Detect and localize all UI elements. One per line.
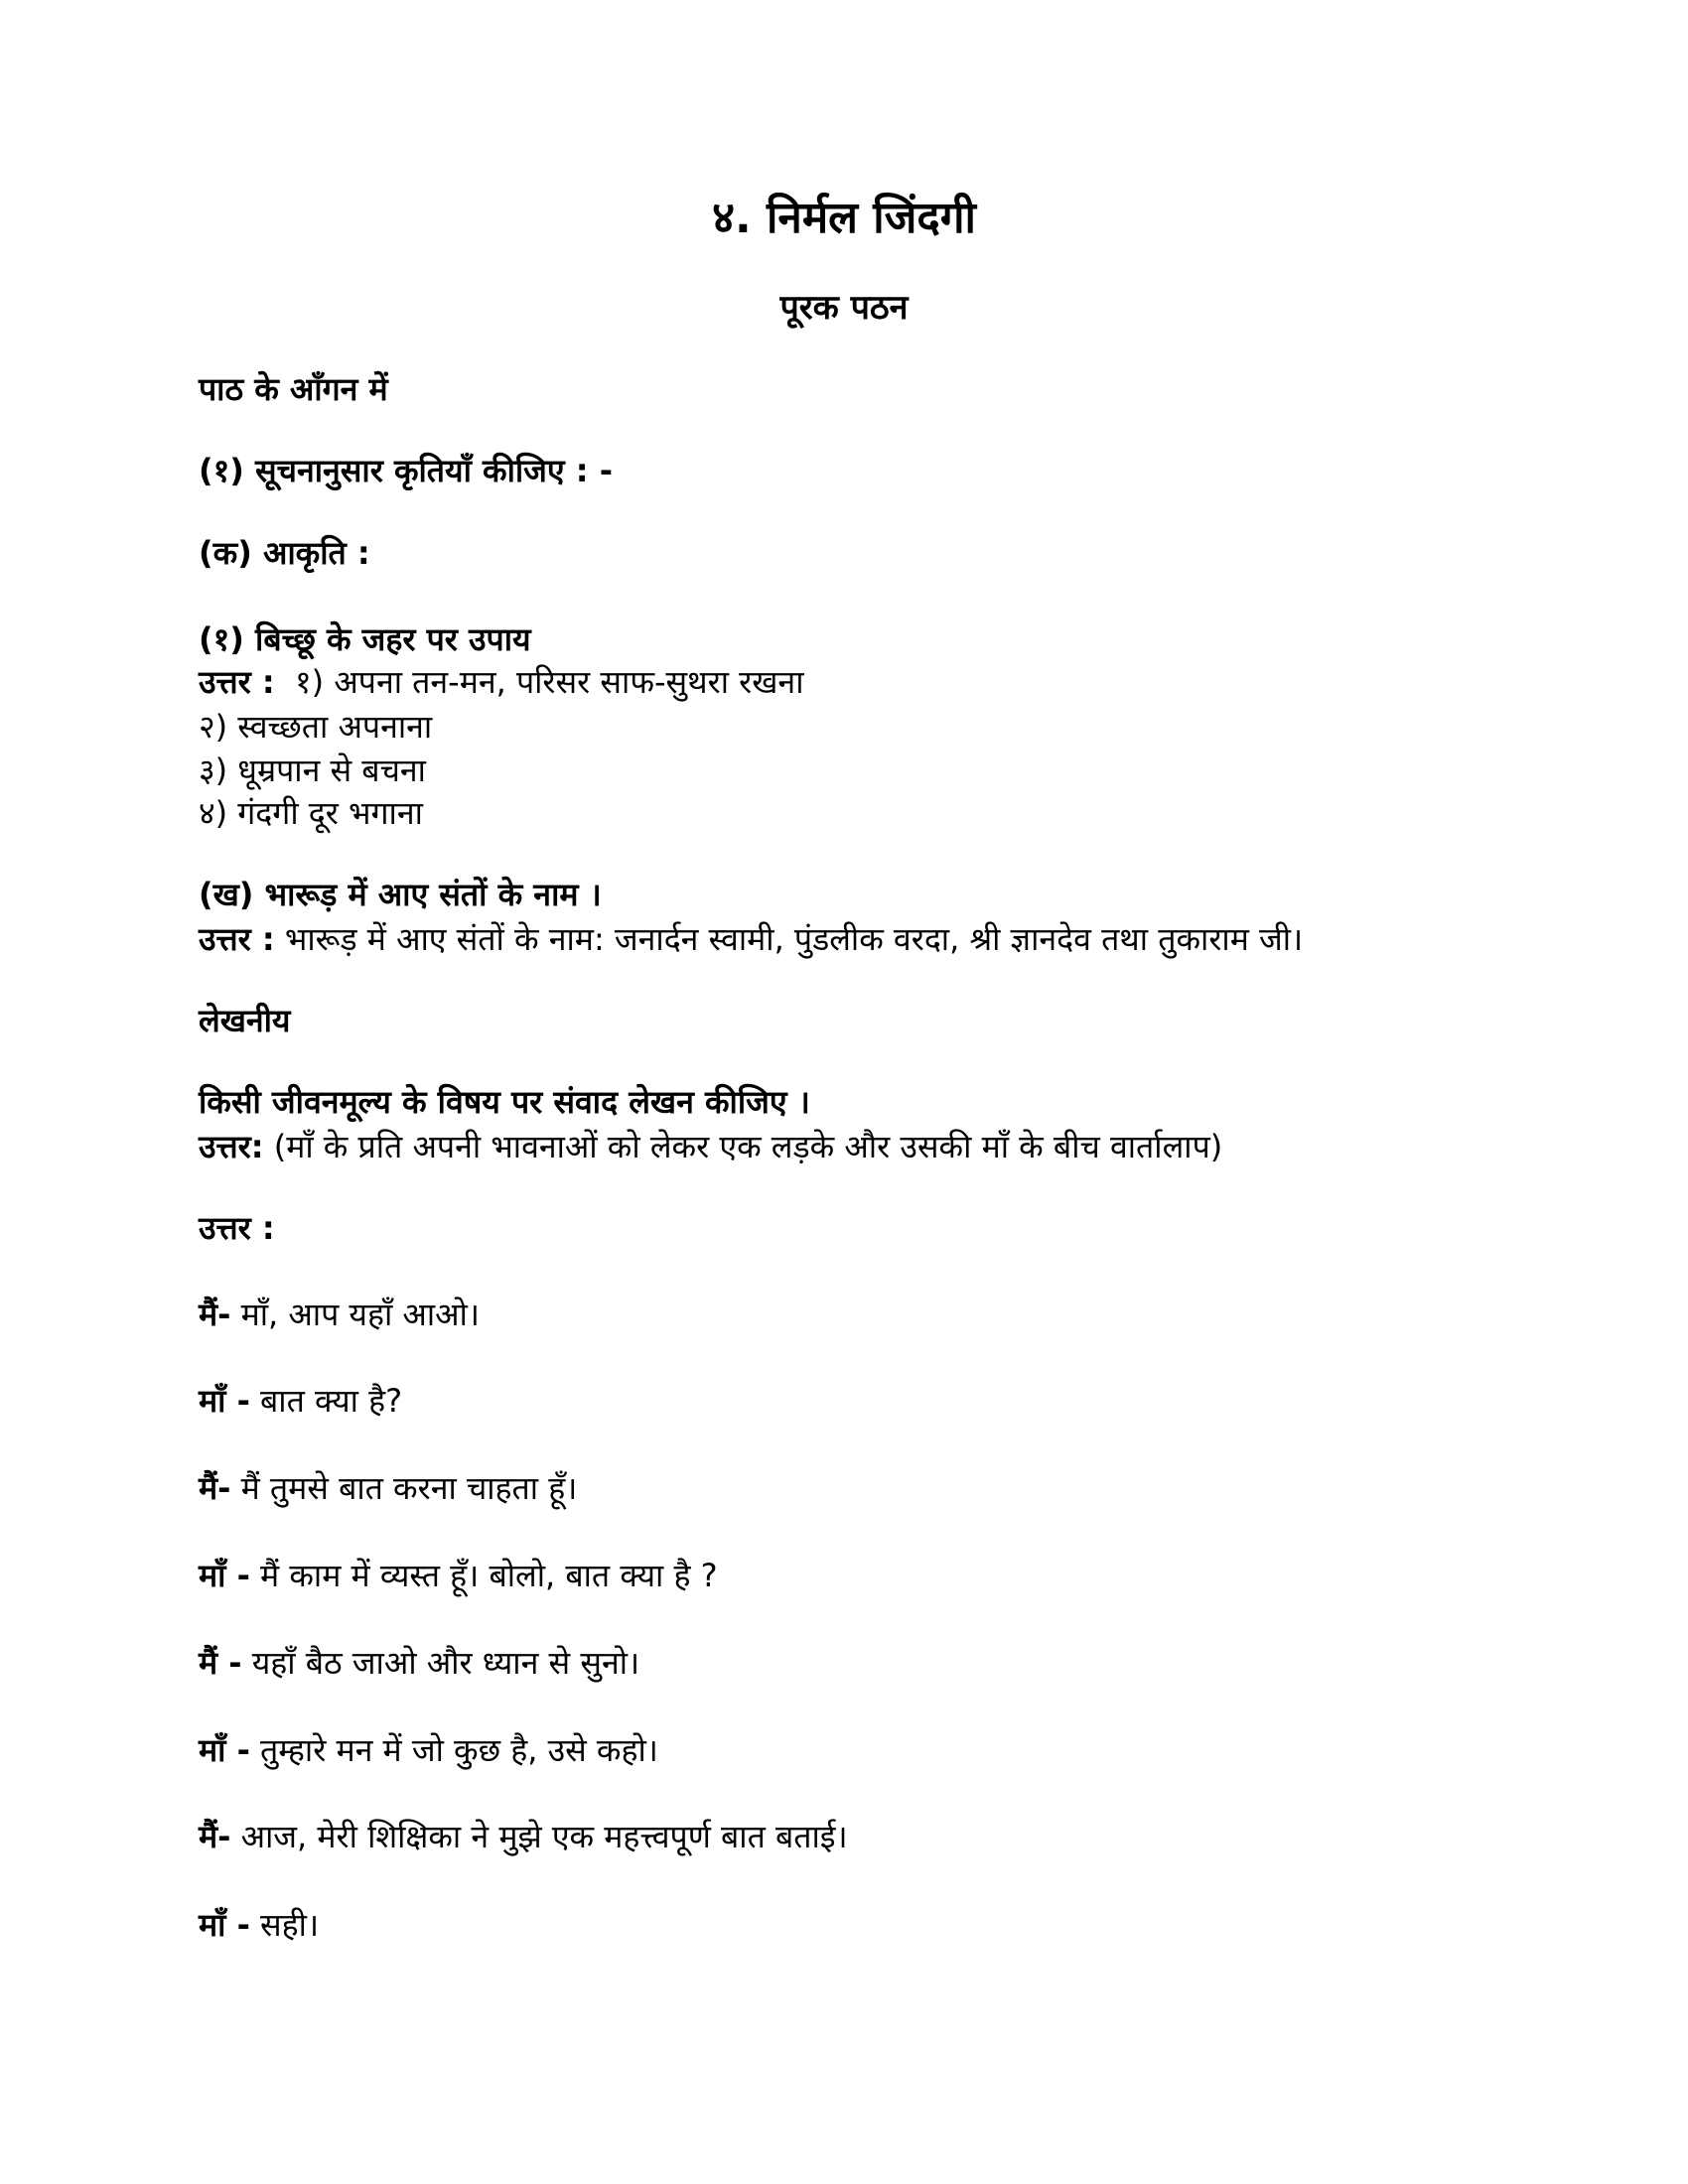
question-1a: (क) आकृति : xyxy=(199,534,370,572)
answer-item: १) अपना तन-मन, परिसर साफ-सुथरा रखना xyxy=(295,663,804,701)
answer-text: (माँ के प्रति अपनी भावनाओं को लेकर एक लड़के और उसकी माँ के बीच वार्तालाप) xyxy=(273,1128,1223,1165)
speaker: मैं - xyxy=(199,1644,242,1682)
speaker: मैं- xyxy=(199,1469,231,1507)
question-1b: (ख) भारूड़ में आए संतों के नाम । xyxy=(199,876,602,913)
dialogue-line xyxy=(199,1815,848,1858)
answer-line xyxy=(199,660,803,704)
dialogue-line xyxy=(199,1641,639,1685)
dialogue-line xyxy=(199,1466,577,1510)
speaker: माँ - xyxy=(199,1731,250,1769)
speaker: मैं- xyxy=(199,1296,231,1333)
dialogue-line xyxy=(199,1728,658,1772)
answer-item: ४) गंदगी दूर भगाना xyxy=(199,794,423,832)
answer-item: २) स्वच्छता अपनाना xyxy=(199,708,433,746)
dialogue-text: मैं काम में व्यस्त हूँ। बोलो, बात क्या है ? xyxy=(249,1557,718,1594)
dialogue-text: बात क्या है? xyxy=(249,1382,403,1420)
answer-line xyxy=(199,1125,1222,1168)
dialogue-text: मैं तुमसे बात करना चाहता हूँ। xyxy=(230,1469,578,1507)
chapter-subtitle: पूरक पठन xyxy=(779,288,909,328)
section-heading: पाठ के आँगन में xyxy=(199,370,388,408)
question-1a-sub: (१) बिच्छू के जहर पर उपाय xyxy=(199,620,531,658)
dialogue-line xyxy=(199,1293,480,1336)
answer-label: उत्तर : xyxy=(199,920,275,958)
answer-text: भारूड़ में आए संतों के नाम: जनार्दन स्वामी, पुंडलीक वरदा, श्री ज्ञानदेव तथा तुकाराम जी। xyxy=(284,920,1304,958)
answer-line xyxy=(199,917,1303,961)
answer-item: ३) धूम्रपान से बचना xyxy=(199,751,426,789)
dialogue-text: आज, मेरी शिक्षिका ने मुझे एक महत्त्वपूर्ण बात बताई। xyxy=(230,1818,848,1855)
question-1: (१) सूचनानुसार कृतियाँ कीजिए : - xyxy=(199,452,613,489)
dialogue-text: माँ, आप यहाँ आओ। xyxy=(230,1296,480,1333)
question-2: किसी जीवनमूल्य के विषय पर संवाद लेखन कीजिए । xyxy=(199,1083,810,1121)
answer-label: उत्तर : xyxy=(199,663,275,701)
answer-label: उत्तर : xyxy=(199,1209,275,1247)
answer-label: उत्तर: xyxy=(199,1128,264,1165)
speaker: माँ - xyxy=(199,1906,250,1944)
speaker: माँ - xyxy=(199,1382,250,1420)
dialogue-text: यहाँ बैठ जाओ और ध्यान से सुनो। xyxy=(241,1644,640,1682)
dialogue-line xyxy=(199,1554,718,1597)
speaker: मैं- xyxy=(199,1818,231,1855)
chapter-title: ४. निर्मल जिंदगी xyxy=(712,193,976,243)
dialogue-line xyxy=(199,1903,319,1947)
speaker: माँ - xyxy=(199,1557,250,1594)
dialogue-text: तुम्हारे मन में जो कुछ है, उसे कहो। xyxy=(249,1731,658,1769)
section-heading: लेखनीय xyxy=(199,1002,291,1039)
dialogue-text: सही। xyxy=(249,1906,320,1944)
dialogue-line xyxy=(199,1379,402,1423)
